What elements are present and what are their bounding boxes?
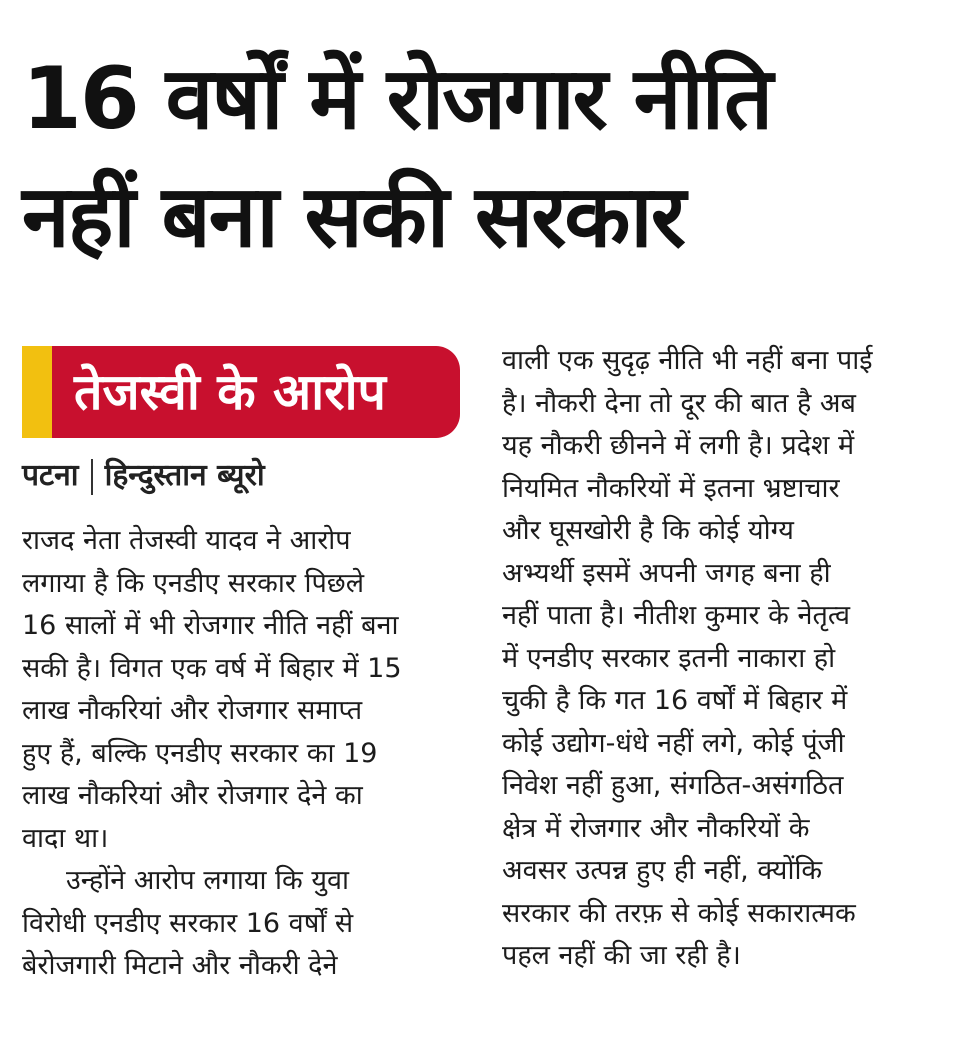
byline-divider xyxy=(91,459,93,495)
byline xyxy=(22,452,265,500)
byline-bureau: हिन्दुस्तान ब्यूरो xyxy=(104,458,265,493)
body-line: सकी है। विगत एक वर्ष में बिहार में 15 xyxy=(22,652,402,684)
body-line: वादा था। xyxy=(22,822,109,854)
article-column-right xyxy=(502,340,934,978)
body-line: पहल नहीं की जा रही है। xyxy=(502,940,741,971)
body-line: अवसर उत्पन्न हुए ही नहीं, क्योंकि xyxy=(502,855,823,886)
body-line: वाली एक सुदृढ़ नीति भी नहीं बना पाई xyxy=(502,345,873,376)
body-line: लाख नौकरियां और रोजगार देने का xyxy=(22,780,363,811)
body-line: अभ्यर्थी इसमें अपनी जगह बना ही xyxy=(502,557,831,589)
byline-place: पटना xyxy=(22,458,79,493)
body-line: कोई उद्योग-धंधे नहीं लगे, कोई पूंजी xyxy=(502,727,845,759)
body-line: क्षेत्र में रोजगार और नौकरियों के xyxy=(502,812,810,844)
body-line: नहीं पाता है। नीतीश कुमार के नेतृत्व xyxy=(502,600,851,631)
body-line: यह नौकरी छीनने में लगी है। प्रदेश में xyxy=(502,430,855,461)
headline xyxy=(22,40,932,276)
body-line: विरोधी एनडीए सरकार 16 वर्षों से xyxy=(22,907,354,939)
body-line: बेरोजगारी मिटाने और नौकरी देने xyxy=(22,950,338,981)
headline-line-2: नहीं बना सकी सरकार xyxy=(22,167,684,267)
kicker-banner xyxy=(22,346,460,438)
headline-line-1: 16 वर्षों में रोजगार नीति xyxy=(22,49,772,149)
article-column-left xyxy=(22,520,458,988)
kicker-label: तेजस्वी के आरोप xyxy=(74,363,386,421)
body-line: में एनडीए सरकार इतनी नाकारा हो xyxy=(502,642,836,674)
body-line: राजद नेता तेजस्वी यादव ने आरोप xyxy=(22,525,351,556)
body-line: चुकी है कि गत 16 वर्षों में बिहार में xyxy=(502,685,848,716)
body-line: लाख नौकरियां और रोजगार समाप्त xyxy=(22,695,363,726)
body-line: नियमित नौकरियों में इतना भ्रष्टाचार xyxy=(502,472,840,504)
kicker-accent-bar xyxy=(22,346,52,438)
body-line: लगाया है कि एनडीए सरकार पिछले xyxy=(22,567,365,599)
body-line: सरकार की तरफ़ से कोई सकारात्मक xyxy=(502,897,856,929)
body-line: और घूसखोरी है कि कोई योग्य xyxy=(502,515,794,546)
body-line: 16 सालों में भी रोजगार नीति नहीं बना xyxy=(22,610,399,641)
body-line: है। नौकरी देना तो दूर की बात है अब xyxy=(502,387,856,419)
body-line: निवेश नहीं हुआ, संगठित-असंगठित xyxy=(502,770,844,801)
body-line: उन्होंने आरोप लगाया कि युवा xyxy=(66,865,350,896)
body-line: हुए हैं, बल्कि एनडीए सरकार का 19 xyxy=(22,737,378,769)
